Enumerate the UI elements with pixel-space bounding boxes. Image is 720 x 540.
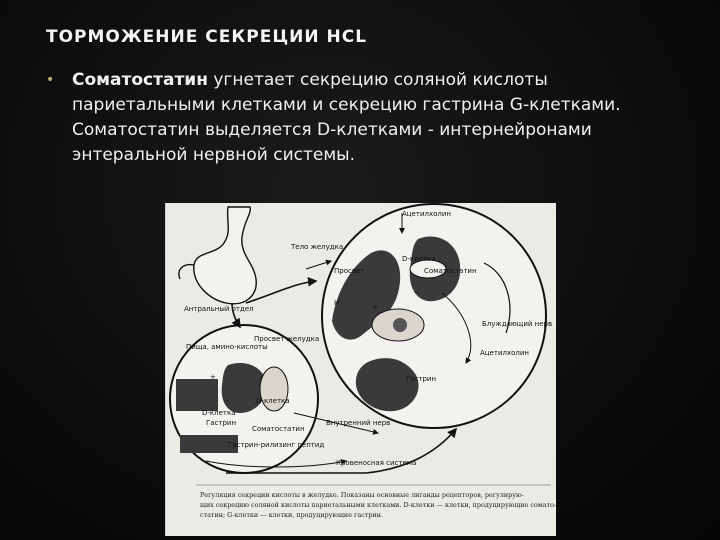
diagram-svg (166, 203, 556, 536)
bullet-text (46, 68, 676, 168)
plus-sign: + (372, 303, 378, 311)
label-gastrin-left: Гастрин (206, 419, 237, 427)
bullet-marker: • (46, 72, 55, 88)
label-grp: Гастрин-рилизинг пептид (228, 441, 325, 449)
minus-sign-left: − (224, 397, 230, 405)
bold-term: Соматостатин (72, 70, 208, 90)
label-circulation: Кровеносная система (336, 459, 417, 467)
stomach-regulation-diagram (165, 203, 556, 536)
label-vagus-nerve: Блуждающий нерв (482, 320, 553, 328)
label-d-cell-left: D-клетка (202, 409, 236, 417)
slide-title: ТОРМОЖЕНИЕ СЕКРЕЦИИ HCL (46, 27, 368, 47)
label-acetylcholine-top: Ацетилхолин (402, 210, 451, 218)
label-lumen-left: Просвет желудка (254, 335, 320, 343)
label-d-cell-right: D-клетка (402, 255, 436, 263)
bullet-paragraph (46, 68, 676, 168)
label-somatostatin-right: Соматостатин (424, 267, 477, 275)
label-gastrin-right: Гастрин (406, 375, 437, 383)
label-antrum: Антральный отдел (184, 305, 254, 313)
caption-line-1: Регуляция секреции кислоты в желудке. Показаны основные лиганды рецепторов, регулирую- (200, 491, 524, 499)
stomach-body-circle (306, 204, 546, 428)
label-acetylcholine-mid: Ацетилхолин (480, 349, 529, 357)
label-g-cell: G-клетка (256, 397, 290, 405)
label-inner-nerve: Внутренний нерв (326, 419, 391, 427)
label-h-plus: H⁺ (334, 299, 343, 307)
label-stomach-body: Тело желудка (291, 243, 344, 251)
label-lumen-right: Просвет (334, 267, 365, 275)
label-somatostatin-left: Соматостатин (252, 425, 305, 433)
caption-line-2: щих секрецию соляной кислоты париетальными клетками. D-клетки — клетки, продуцирующие сомато- (200, 501, 556, 509)
label-food: Пища, амино-кислоты (186, 343, 268, 351)
plus-sign-left: + (210, 373, 216, 381)
bullet-body: угнетает секрецию соляной кислоты париетальными клетками и секрецию гастрина G-клетками. Соматостатин выделяется D-клетками - интернейронами энтеральной нервной системы. (72, 70, 621, 165)
minus-sign: − (414, 289, 420, 297)
caption-line-3: статин; G-клетки — клетки, продуцирующие гастрин. (200, 511, 383, 519)
stomach-sketch (179, 207, 256, 304)
